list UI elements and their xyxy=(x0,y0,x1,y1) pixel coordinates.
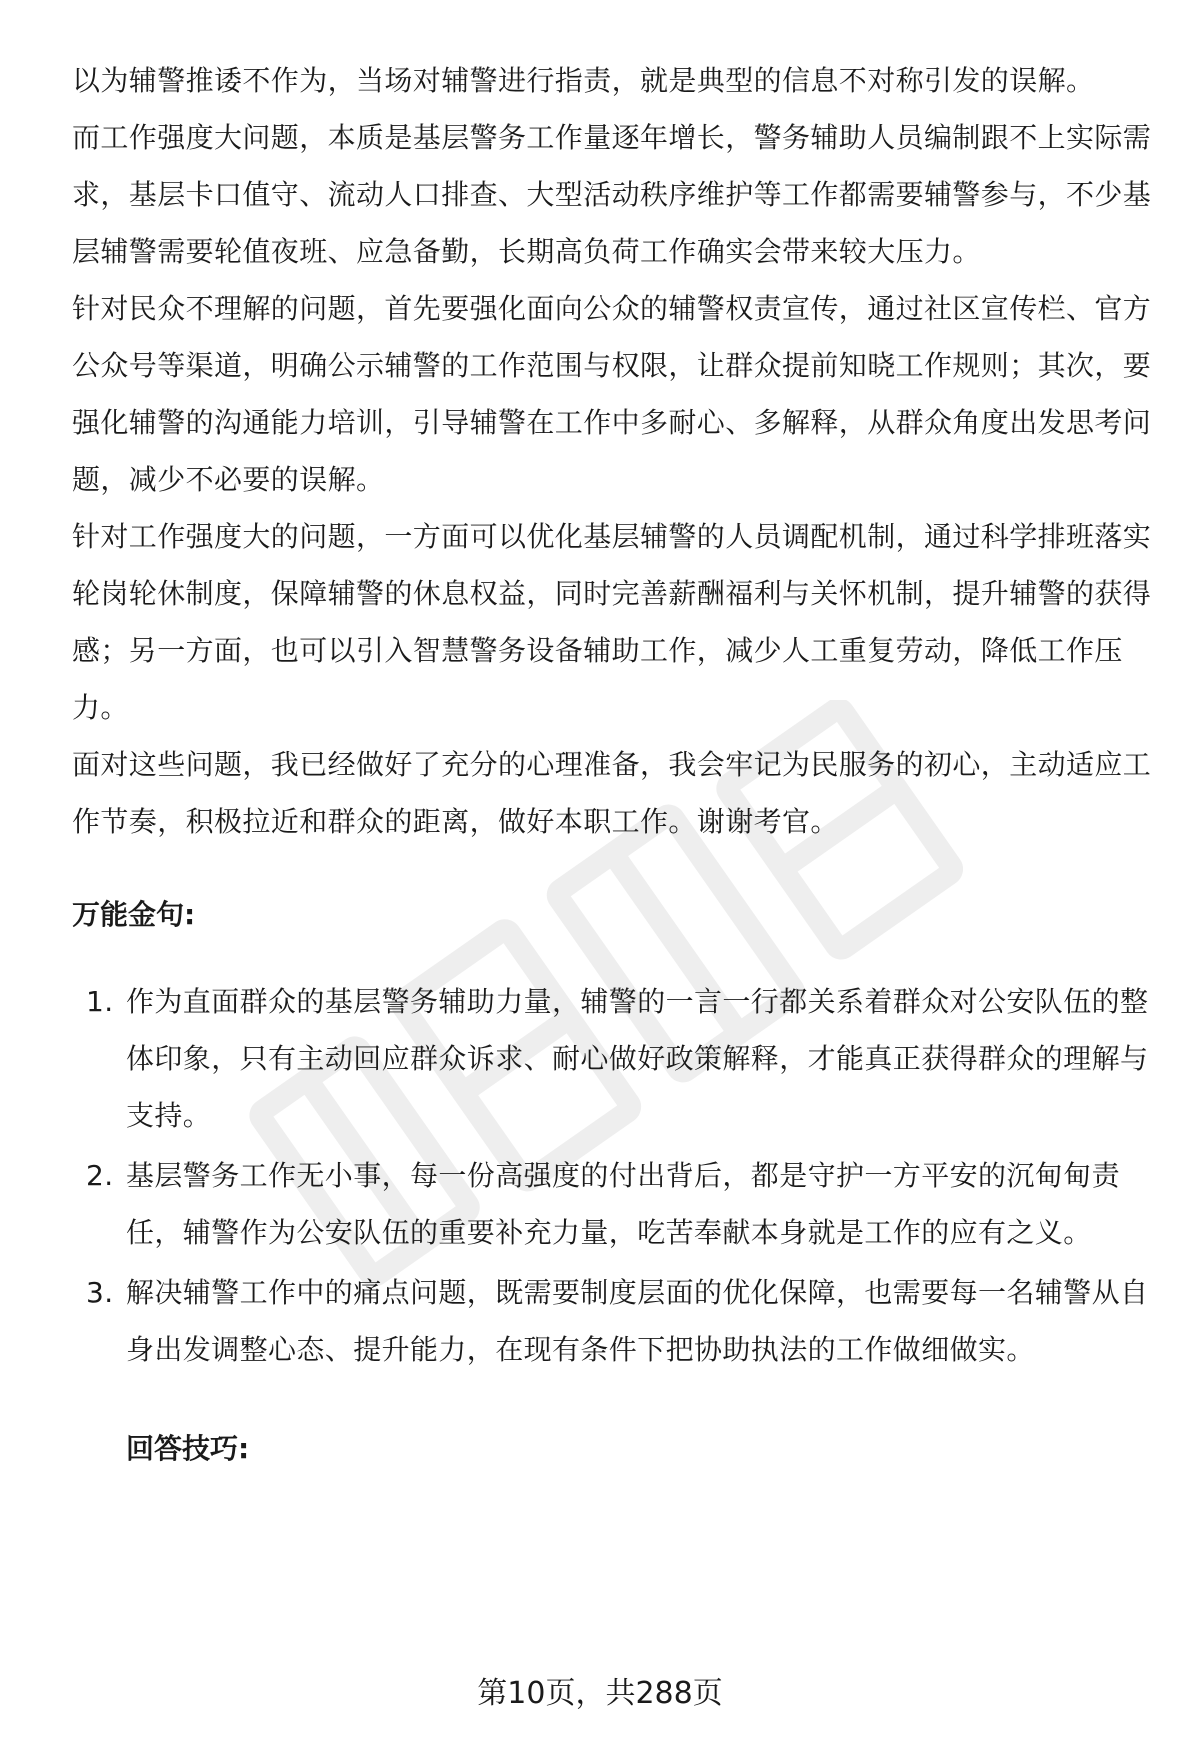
main-content xyxy=(72,52,1152,1477)
answer-tips-heading: 回答技巧: xyxy=(126,1432,250,1465)
paragraph-5: 面对这些问题，我已经做好了充分的心理准备，我会牢记为民服务的初心，主动适应工作节奏，积极拉近和群众的距离，做好本职工作。谢谢考官。 xyxy=(72,748,1152,838)
list-item-text: 作为直面群众的基层警务辅助力量，辅警的一言一行都关系着群众对公安队伍的整体印象，只有主动回应群众诉求、耐心做好政策解释，才能真正获得群众的理解与支持。 xyxy=(126,985,1149,1132)
golden-sentences-heading: 万能金句: xyxy=(72,898,196,931)
paragraph-2: 而工作强度大问题，本质是基层警务工作量逐年增长，警务辅助人员编制跟不上实际需求，基层卡口值守、流动人口排查、大型活动秩序维护等工作都需要辅警参与，不少基层辅警需要轮值夜班、应急备勤，长期高负荷工作确实会带来较大压力。 xyxy=(72,121,1152,268)
paragraph-4: 针对工作强度大的问题，一方面可以优化基层辅警的人员调配机制，通过科学排班落实轮岗轮休制度，保障辅警的休息权益，同时完善薪酬福利与关怀机制，提升辅警的获得感；另一方面，也可以引入智慧警务设备辅助工作，减少人工重复劳动，降低工作压力。 xyxy=(72,520,1152,724)
list-item-number: 2. xyxy=(86,1159,114,1192)
list-item xyxy=(72,1264,1152,1378)
paragraph-1: 以为辅警推诿不作为，当场对辅警进行指责，就是典型的信息不对称引发的误解。 xyxy=(72,64,1095,97)
list-item-text: 基层警务工作无小事，每一份高强度的付出背后，都是守护一方平安的沉甸甸责任，辅警作为公安队伍的重要补充力量，吃苦奉献本身就是工作的应有之义。 xyxy=(126,1159,1121,1249)
page-number-footer: 第10页，共288页 xyxy=(477,1676,723,1711)
paragraph-3: 针对民众不理解的问题，首先要强化面向公众的辅警权责宣传，通过社区宣传栏、官方公众号等渠道，明确公示辅警的工作范围与权限，让群众提前知晓工作规则；其次，要强化辅警的沟通能力培训，引导辅警在工作中多耐心、多解释，从群众角度出发思考问题，减少不必要的误解。 xyxy=(72,292,1152,496)
list-item-number: 1. xyxy=(86,985,114,1018)
list-item-number: 3. xyxy=(86,1276,114,1309)
list-item xyxy=(72,1147,1152,1261)
golden-sentences-list xyxy=(72,973,1152,1378)
list-item xyxy=(72,973,1152,1144)
list-item-text: 解决辅警工作中的痛点问题，既需要制度层面的优化保障，也需要每一名辅警从自身出发调整心态、提升能力，在现有条件下把协助执法的工作做细做实。 xyxy=(126,1276,1149,1366)
